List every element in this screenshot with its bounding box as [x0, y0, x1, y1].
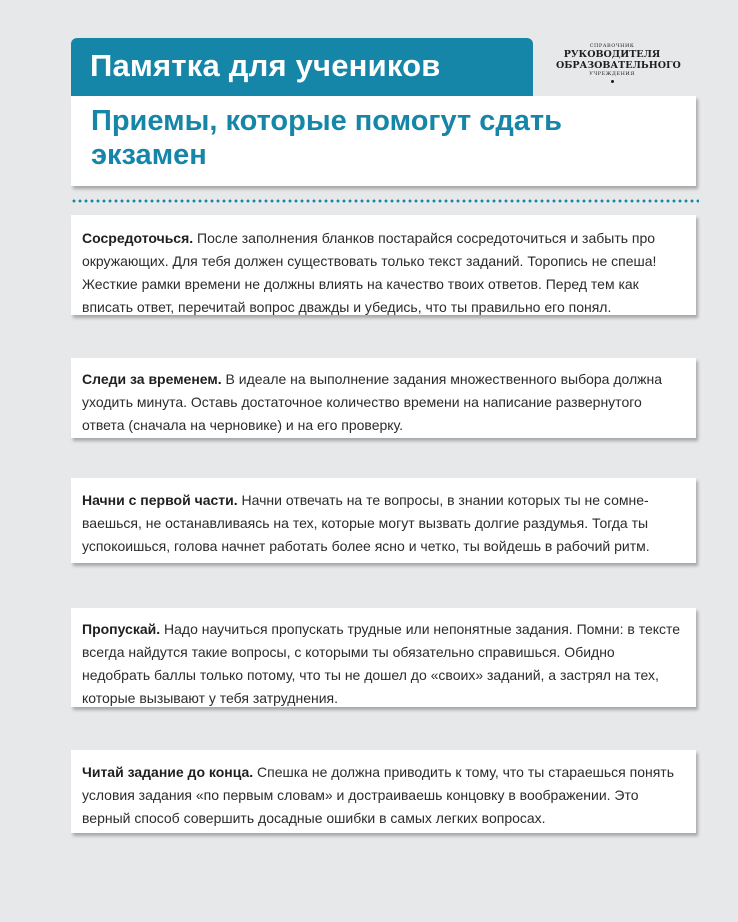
tip-text: После заполнения бланков постарайся сосредоточиться и забыть про окружающих. Для тебя должен существовать только текст заданий. Торопись не спеша! Жесткие рамки времени не должны влиять на качество твоих ответов. Перед тем как вписать ответ, перечитай вопрос дважды и убедись, что ты правильно его понял. — [82, 230, 657, 315]
dotted-divider — [71, 199, 699, 203]
header-banner — [71, 38, 533, 96]
tip-paragraph — [82, 227, 686, 319]
logo-bottom-line: УЧРЕЖДЕНИЯ — [589, 71, 635, 77]
publisher-logo — [556, 43, 681, 83]
tip-card — [71, 750, 696, 833]
tip-card — [71, 215, 696, 315]
subtitle-card — [71, 96, 696, 186]
banner-title: Памятка для учеников — [90, 48, 441, 83]
tip-title: Пропускай. — [82, 621, 161, 637]
page-title: Приемы, которые помогут сдать экзамен — [91, 105, 562, 171]
tip-paragraph — [82, 368, 686, 437]
logo-main-line-1: РУКОВОДИТЕЛЯ — [563, 49, 661, 60]
tip-card — [71, 358, 696, 438]
tip-text: Начни отвечать на те вопросы, в знании которых ты не сомневаешься, не останавливаясь на тех, которые могут вызвать долгие раздумья. Тогда ты успокоишься, голова начнет работать более ясно и четко, ты войдешь в рабочий ритм. — [82, 492, 650, 554]
tip-paragraph — [82, 489, 686, 558]
tip-title: Сосредоточься. — [82, 230, 194, 246]
tip-text: Надо научиться пропускать трудные или непонятные задания. Помни: в тексте всегда найдутся такие вопросы, с которыми ты обязательно справишься. Обидно недобрать баллы только потому, что ты не дошел до «своих» заданий, а застрял на тех, которые вызывают у тебя затруднения. — [82, 621, 681, 706]
tip-card — [71, 478, 696, 563]
tip-paragraph — [82, 761, 686, 830]
tip-card — [71, 608, 696, 707]
tip-title: Следи за временем. — [82, 371, 222, 387]
tip-text: В идеале на выполнение задания множественного выбора должна уходить минута. Оставь достаточное количество времени на написание развернутого ответа (сначала на черновике) и на его проверку. — [82, 371, 663, 433]
logo-top-line: СПРАВОЧНИК — [589, 43, 635, 49]
tip-title: Начни с первой части. — [82, 492, 238, 508]
tip-title: Читай задание до конца. — [82, 764, 254, 780]
logo-main-line-2: ОБРАЗОВАТЕЛЬНОГО — [556, 60, 681, 71]
tip-text: Спешка не должна приводить к тому, что ты стараешься понять условия задания «по первым словам» и достраиваешь концовку в воображении. Это верный способ совершить досадные ошибки в самых легких вопросах. — [82, 764, 674, 826]
tip-paragraph — [82, 618, 686, 710]
logo-dot — [611, 80, 614, 83]
